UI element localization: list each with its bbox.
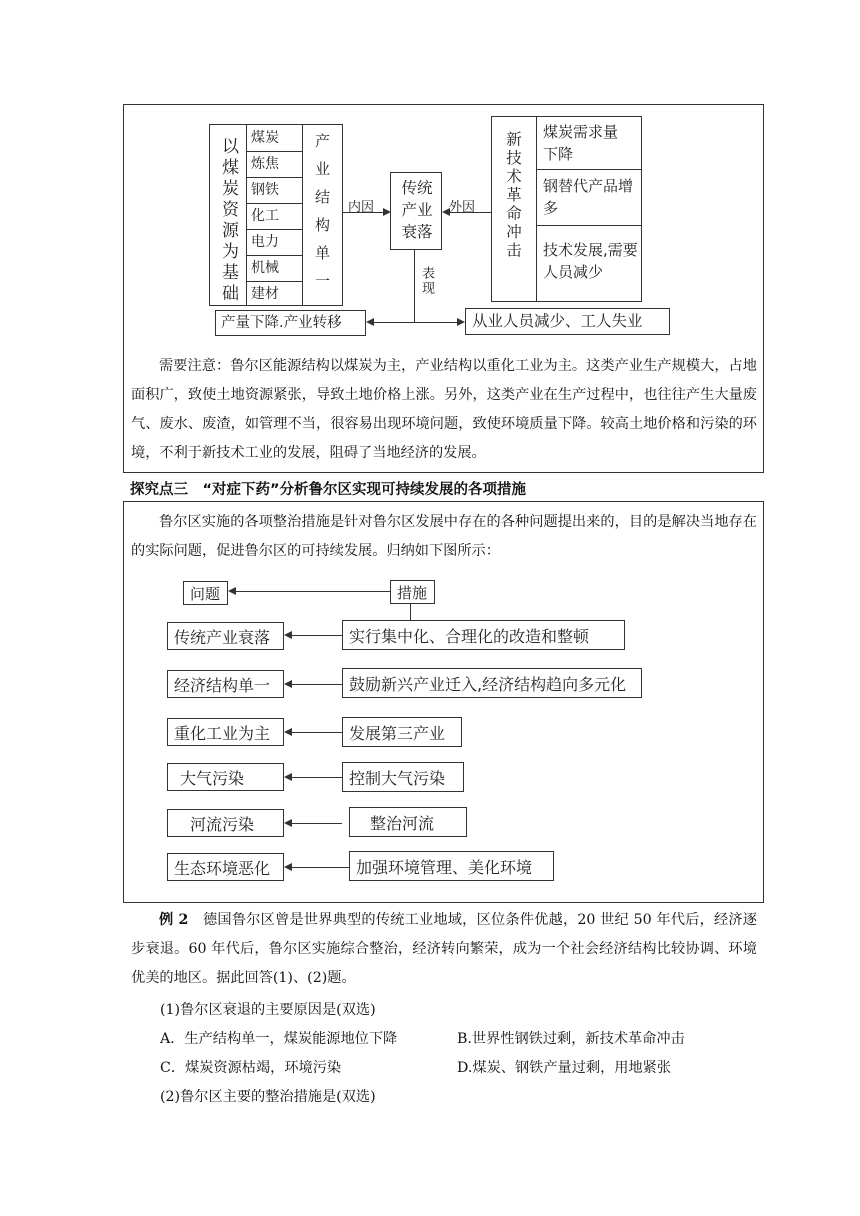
industries-box — [247, 124, 303, 306]
measure-box: 整治河流 — [349, 807, 467, 837]
output-decline-label: 产量下降.产业转移 — [221, 315, 342, 331]
impact-item: 钢替代产品增多 — [543, 177, 634, 217]
note-paragraph: 需要注意：鲁尔区能源结构以煤炭为主，产业结构以重化工业为主。这类产业生产规模大，占地面积广，致使土地资源紧张，导致土地价格上涨。另外，这类产业在生产过程中，也往往产生大量废气、废水、废渣，如管理不当，很容易出现环境问题，致使环境质量下降。较高土地价格和污染的环境，不利于新技术工业的发展，阻碍了当地经济的发展。 — [131, 358, 757, 461]
coal-base-box — [209, 124, 247, 306]
industry-item: 机械 — [247, 255, 302, 281]
option-d: D.煤炭、钢铁产量过剩，用地紧张 — [457, 1060, 672, 1076]
industry-item: 电力 — [247, 229, 302, 255]
problem-box: 生态环境恶化 — [167, 853, 284, 881]
industry-item: 化工 — [247, 203, 302, 229]
section3-intro: 鲁尔区实施的各项整治措施是针对鲁尔区发展中存在的各种问题提出来的，目的是解决当地存在的实际问题，促进鲁尔区的可持续发展。归纳如下图所示： — [131, 514, 757, 559]
problem-box: 经济结构单一 — [167, 670, 284, 698]
question2: (2)鲁尔区主要的整治措施是(双选) — [160, 1089, 376, 1105]
measure-box: 加强环境管理、美化环境 — [349, 851, 554, 881]
coal-base-label: 以煤炭资源为基础 — [218, 137, 238, 305]
tech-revolution-label: 新技术革命冲击 — [504, 131, 522, 261]
problem-box: 传统产业衰落 — [167, 622, 284, 650]
industry-item: 钢铁 — [247, 177, 302, 203]
example2-text: 德国鲁尔区曾是世界典型的传统工业地域，区位条件优越，20 世纪 50 年代后，经济逐步衰退。60 年代后，鲁尔区实施综合整治，经济转向繁荣，成为一个社会经济结构比较协调、环境优美的地区。据此回答(1)、(2)题。 — [131, 912, 757, 986]
measure-box: 发展第三产业 — [342, 717, 462, 747]
unemployment-box — [465, 308, 670, 335]
output-decline-box — [215, 310, 366, 336]
internal-cause-label: 内因 — [348, 200, 375, 215]
option-a: A．生产结构单一，煤炭能源地位下降 — [160, 1031, 398, 1047]
impact-item: 技术发展,需要人员减少 — [543, 241, 638, 281]
problem-box: 河流污染 — [167, 809, 284, 837]
measure-box: 鼓励新兴产业迁入,经济结构趋向多元化 — [342, 668, 642, 698]
unemployment-label: 从业人员减少、工人失业 — [472, 312, 643, 330]
industry-item: 炼焦 — [247, 151, 302, 177]
manifestation-label: 表现 — [419, 266, 434, 296]
measure-header: 措施 — [390, 580, 435, 604]
impact-item: 煤炭需求量下降 — [543, 123, 619, 163]
problem-box: 大气污染 — [167, 763, 284, 791]
single-structure-label: 产业结构单一 — [313, 133, 331, 301]
industry-item: 建材 — [247, 281, 302, 307]
example2-paragraph — [131, 906, 757, 993]
section3-heading: 探究点三 “对症下药”分析鲁尔区实现可持续发展的各项措施 — [130, 482, 527, 498]
measure-box: 控制大气污染 — [342, 762, 464, 792]
measure-box: 实行集中化、合理化的改造和整顿 — [342, 620, 625, 650]
tech-revolution-box — [491, 116, 537, 302]
single-structure-box — [303, 124, 343, 306]
traditional-decline-label: 传统产业衰落 — [401, 179, 433, 241]
question1: (1)鲁尔区衰退的主要原因是(双选) — [160, 1002, 376, 1018]
external-cause-label: 外因 — [449, 200, 476, 215]
option-c: C．煤炭资源枯竭，环境污染 — [160, 1060, 342, 1076]
traditional-decline-box — [390, 172, 442, 250]
problem-header: 问题 — [183, 581, 228, 605]
example2-label: 例 2 — [159, 912, 189, 928]
impacts-box — [536, 116, 642, 302]
option-b: B.世界性钢铁过剩，新技术革命冲击 — [457, 1031, 685, 1047]
problem-box: 重化工业为主 — [167, 718, 284, 746]
industry-item: 煤炭 — [251, 130, 279, 146]
